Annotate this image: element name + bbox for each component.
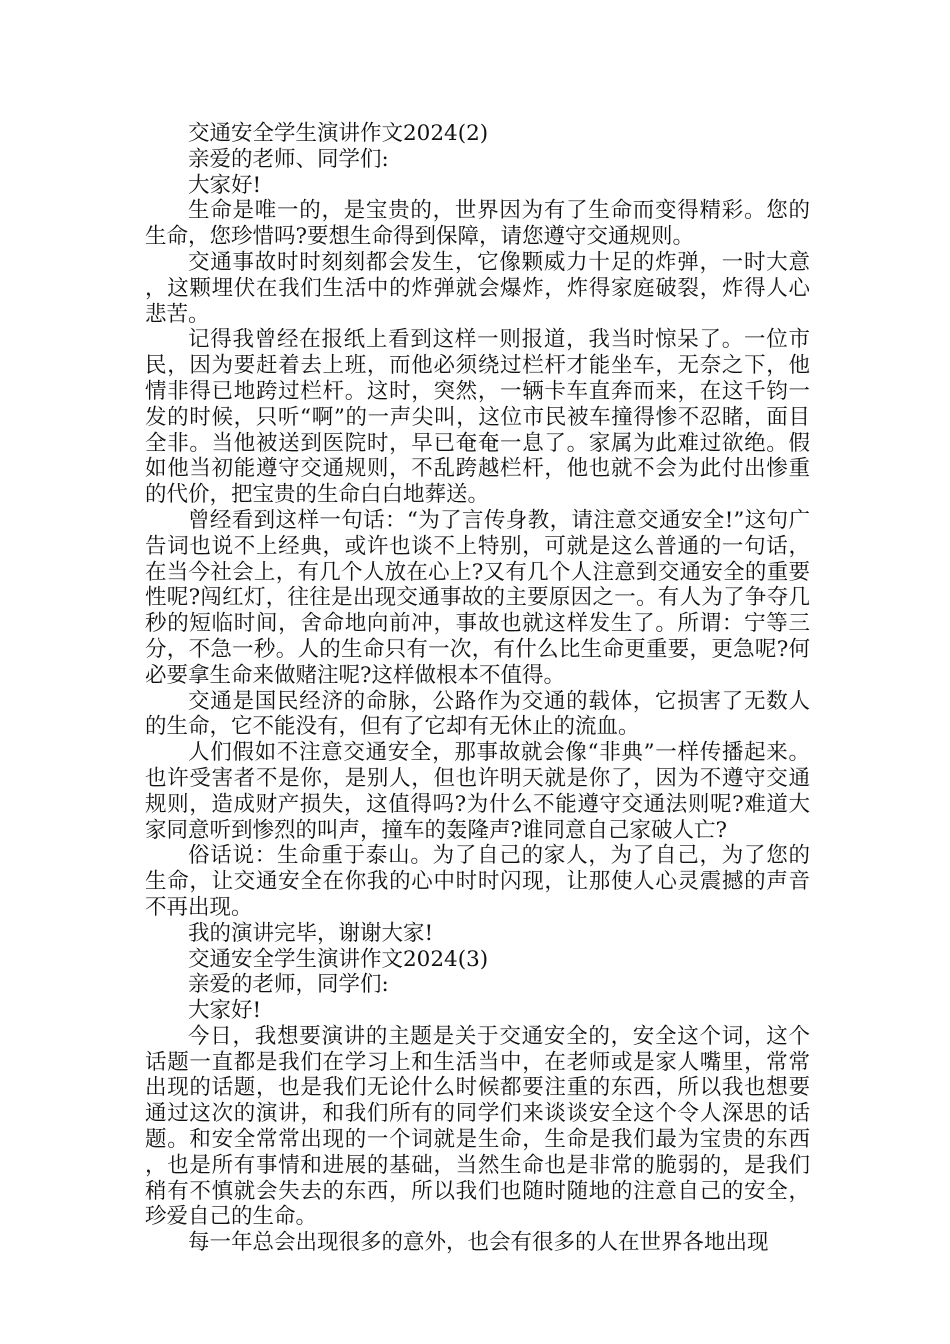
salutation-paragraph: 亲爱的老师、同学们:	[188, 146, 389, 172]
greeting-paragraph: 大家好!	[188, 998, 262, 1024]
body-paragraph: 交通是国民经济的命脉，公路作为交通的载体，它损害了无数人的生命，它不能没有，但有了它却有无休止的流血。	[145, 688, 810, 740]
body-paragraph: 交通事故时时刻刻都会发生，它像颗威力十足的炸弹，一时大意，这颗埋伏在我们生活中的炸弹就会爆炸，炸得家庭破裂，炸得人心悲苦。	[145, 249, 810, 327]
closing-paragraph: 我的演讲完毕，谢谢大家!	[188, 920, 434, 946]
body-paragraph: 记得我曾经在报纸上看到这样一则报道，我当时惊呆了。一位市民，因为要赶着去上班，而他必须绕过栏杆才能坐车，无奈之下，他情非得已地跨过栏杆。这时，突然，一辆卡车直奔而来，在这千钧一发的时候，只听“啊”的一声尖叫，这位市民被车撞得惨不忍睹，面目全非。当他被送到医院时，早已奄奄一息了。家属为此难过欲绝。假如他当初能遵守交通规则，不乱跨越栏杆，他也就不会为此付出惨重的代价，把宝贵的生命白白地葬送。	[145, 327, 810, 508]
body-paragraph: 俗话说：生命重于泰山。为了自己的家人，为了自己，为了您的生命，让交通安全在你我的心中时时闪现，让那使人心灵震撼的声音不再出现。	[145, 843, 810, 920]
heading-speech-3: 交通安全学生演讲作文2024(3)	[188, 946, 489, 972]
heading-speech-2: 交通安全学生演讲作文2024(2)	[188, 121, 489, 146]
body-paragraph: 今日，我想要演讲的主题是关于交通安全的，安全这个词，这个话题一直都是我们在学习上和生活当中，在老师或是家人嘴里，常常出现的话题，也是我们无论什么时候都要注重的东西，所以我也想要通过这次的演讲，和我们所有的同学们来谈谈安全这个令人深思的话题。和安全常常出现的一个词就是生命，生命是我们最为宝贵的东西，也是所有事情和进展的基础，当然生命也是非常的脆弱的，是我们稍有不慎就会失去的东西，所以我们也随时随地的注意自己的安全，珍爱自己的生命。	[145, 1023, 810, 1230]
body-paragraph: 每一年总会出现很多的意外，也会有很多的人在世界各地出现	[188, 1230, 769, 1256]
salutation-paragraph: 亲爱的老师，同学们:	[188, 972, 389, 998]
body-paragraph: 曾经看到这样一句话：“为了言传身教，请注意交通安全!”这句广告词也说不上经典，或许也谈不上特别，可就是这么普通的一句话，在当今社会上，有几个人放在心上?又有几个人注意到交通安全的重要性呢?闯红灯，往往是出现交通事故的主要原因之一。有人为了争夺几秒的短临时间，舍命地向前冲，事故也就这样发生了。所谓：宁等三分，不急一秒。人的生命只有一次，有什么比生命更重要，更急呢?何必要拿生命来做赌注呢?这样做根本不值得。	[145, 507, 810, 688]
greeting-paragraph: 大家好!	[188, 172, 262, 198]
body-paragraph: 生命是唯一的，是宝贵的，世界因为有了生命而变得精彩。您的生命，您珍惜吗?要想生命得到保障，请您遵守交通规则。	[145, 198, 810, 250]
body-paragraph: 人们假如不注意交通安全，那事故就会像“非典”一样传播起来。也许受害者不是你，是别人，但也许明天就是你了，因为不遵守交通规则，造成财产损失，这值得吗?为什么不能遵守交通法则呢?难道大家同意听到惨烈的叫声，撞车的轰隆声?谁同意自己家破人亡?	[145, 740, 810, 843]
document-body	[145, 121, 810, 1256]
